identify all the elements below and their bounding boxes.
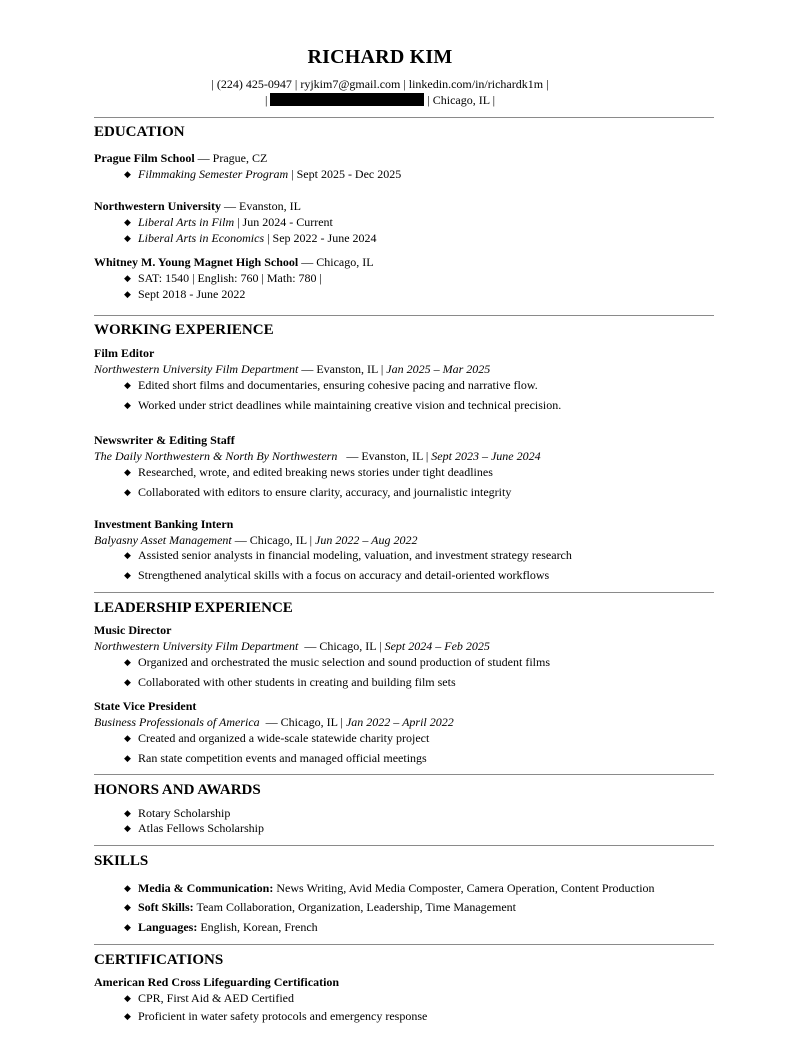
job-location: — Chicago, IL | (259, 715, 346, 729)
diamond-bullet-icon: ◆ (124, 217, 131, 227)
job-meta (94, 533, 417, 548)
list-item-text: Edited short films and documentaries, ensuring cohesive pacing and narrative flow. (138, 378, 538, 392)
list-item-text: Strengthened analytical skills with a focus on accuracy and detail-oriented workflows (138, 568, 550, 582)
job-title: Film Editor (94, 346, 155, 360)
job-organization: Northwestern University Film Department (94, 639, 299, 653)
diamond-bullet-icon: ◆ (124, 273, 131, 283)
diamond-bullet-icon: ◆ (124, 467, 131, 477)
program-name: Liberal Arts in Economics (138, 231, 265, 245)
list-item (124, 821, 264, 836)
diamond-bullet-icon: ◆ (124, 657, 131, 667)
diamond-bullet-icon: ◆ (124, 993, 131, 1003)
job-title: Newswriter & Editing Staff (94, 433, 235, 447)
diamond-bullet-icon: ◆ (124, 570, 131, 580)
diamond-bullet-icon: ◆ (124, 808, 131, 818)
school-name: Prague Film School (94, 151, 195, 165)
list-item-text: CPR, First Aid & AED Certified (138, 991, 295, 1005)
diamond-bullet-icon: ◆ (124, 677, 131, 687)
job-dates: Sept 2024 – Feb 2025 (384, 639, 490, 653)
list-item (124, 1009, 427, 1024)
skill-text: Team Collaboration, Organization, Leadership, Time Management (193, 900, 516, 914)
job-organization: Business Professionals of America (94, 715, 260, 729)
list-item (124, 231, 377, 246)
job-dates: Jun 2022 – Aug 2022 (315, 533, 418, 547)
program-dates: | Sept 2025 - Dec 2025 (288, 167, 402, 181)
divider (94, 315, 714, 316)
job-title: State Vice President (94, 699, 197, 713)
diamond-bullet-icon: ◆ (124, 169, 131, 179)
list-item-text: Collaborated with editors to ensure clarity, accuracy, and journalistic integrity (138, 485, 512, 499)
job-dates: Jan 2022 – April 2022 (345, 715, 454, 729)
section-title-leadership: LEADERSHIP EXPERIENCE (94, 600, 293, 616)
list-item-text: SAT: 1540 | English: 760 | Math: 780 | (138, 271, 322, 285)
list-item (124, 731, 429, 746)
list-item (124, 655, 550, 670)
job-organization: Balyasny Asset Management (94, 533, 232, 547)
skill-label: Languages: (138, 920, 198, 934)
program-name: Liberal Arts in Film (138, 215, 235, 229)
contact-location: | Chicago, IL | (427, 93, 496, 107)
diamond-bullet-icon: ◆ (124, 753, 131, 763)
list-item-text: Created and organized a wide-scale statewide charity project (138, 731, 430, 745)
job-title: Music Director (94, 623, 172, 637)
school-location: — Chicago, IL (298, 255, 374, 269)
divider (94, 944, 714, 945)
job-location: — Chicago, IL | (298, 639, 385, 653)
contact-prefix: | (264, 93, 268, 107)
job-title: Investment Banking Intern (94, 517, 234, 531)
certification-name: American Red Cross Lifeguarding Certification (94, 975, 340, 989)
section-title-honors: HONORS AND AWARDS (94, 782, 261, 798)
school-line (94, 255, 374, 270)
section-title-certifications: CERTIFICATIONS (94, 952, 224, 968)
list-item-text: Proficient in water safety protocols and emergency response (138, 1009, 428, 1023)
list-item (124, 900, 516, 915)
school-name: Whitney M. Young Magnet High School (94, 255, 299, 269)
diamond-bullet-icon: ◆ (124, 233, 131, 243)
list-item (124, 398, 561, 413)
school-location: — Prague, CZ (194, 151, 268, 165)
school-name: Northwestern University (94, 199, 221, 213)
list-item-text: Sept 2018 - June 2022 (138, 287, 246, 301)
list-item (124, 465, 493, 480)
list-item (124, 378, 538, 393)
program-dates: | Sep 2022 - June 2024 (264, 231, 377, 245)
diamond-bullet-icon: ◆ (124, 487, 131, 497)
section-title-education: EDUCATION (94, 124, 185, 140)
list-item (124, 751, 427, 766)
job-organization: The Daily Northwestern & North By Northwestern (94, 449, 338, 463)
diamond-bullet-icon: ◆ (124, 902, 131, 912)
resume-name: RICHARD KIM (307, 46, 453, 68)
list-item (124, 271, 322, 286)
list-item-text: Atlas Fellows Scholarship (138, 821, 264, 835)
job-location: — Evanston, IL | (298, 362, 387, 376)
job-dates: Jan 2025 – Mar 2025 (386, 362, 491, 376)
job-dates: Sept 2023 – June 2024 (431, 449, 541, 463)
job-meta (94, 715, 454, 730)
list-item-text: Organized and orchestrated the music selection and sound production of student films (138, 655, 551, 669)
diamond-bullet-icon: ◆ (124, 289, 131, 299)
school-line (94, 151, 267, 166)
diamond-bullet-icon: ◆ (124, 733, 131, 743)
list-item (124, 485, 511, 500)
list-item (124, 568, 549, 583)
skill-text: News Writing, Avid Media Composter, Camera Operation, Content Production (273, 881, 655, 895)
diamond-bullet-icon: ◆ (124, 1011, 131, 1021)
skill-label: Media & Communication: (138, 881, 274, 895)
redacted-block (270, 93, 424, 106)
list-item (124, 167, 401, 182)
list-item (124, 920, 318, 935)
list-item (124, 287, 245, 302)
divider (94, 774, 714, 775)
job-organization: Northwestern University Film Department (94, 362, 299, 376)
school-line (94, 199, 301, 214)
list-item (124, 806, 230, 821)
divider (94, 117, 714, 118)
list-item (124, 548, 572, 563)
job-location: — Evanston, IL | (337, 449, 432, 463)
skill-label: Soft Skills: (138, 900, 194, 914)
section-title-work: WORKING EXPERIENCE (94, 322, 274, 338)
diamond-bullet-icon: ◆ (124, 922, 131, 932)
list-item-text: Rotary Scholarship (138, 806, 231, 820)
program-name: Filmmaking Semester Program (138, 167, 289, 181)
job-meta (94, 639, 490, 654)
diamond-bullet-icon: ◆ (124, 550, 131, 560)
diamond-bullet-icon: ◆ (124, 400, 131, 410)
contact-line-2 (0, 93, 760, 108)
skill-text: English, Korean, French (197, 920, 318, 934)
list-item-text: Worked under strict deadlines while maintaining creative vision and technical precision. (138, 398, 562, 412)
job-meta (94, 449, 541, 464)
job-location: — Chicago, IL | (231, 533, 316, 547)
list-item-text: Collaborated with other students in creating and building film sets (138, 675, 456, 689)
section-title-skills: SKILLS (94, 853, 149, 869)
contact-line: | (224) 425-0947 | ryjkim7@gmail.com | linkedin.com/in/richardk1m | (211, 77, 549, 91)
list-item-text: Assisted senior analysts in financial modeling, valuation, and investment strategy research (138, 548, 572, 562)
diamond-bullet-icon: ◆ (124, 823, 131, 833)
list-item (124, 991, 294, 1006)
divider (94, 845, 714, 846)
diamond-bullet-icon: ◆ (124, 883, 131, 893)
list-item-text: Researched, wrote, and edited breaking news stories under tight deadlines (138, 465, 493, 479)
list-item (124, 675, 456, 690)
job-meta (94, 362, 490, 377)
diamond-bullet-icon: ◆ (124, 380, 131, 390)
list-item (124, 881, 655, 896)
school-location: — Evanston, IL (220, 199, 301, 213)
divider (94, 592, 714, 593)
list-item (124, 215, 333, 230)
program-dates: | Jun 2024 - Current (234, 215, 333, 229)
list-item-text: Ran state competition events and managed official meetings (138, 751, 427, 765)
